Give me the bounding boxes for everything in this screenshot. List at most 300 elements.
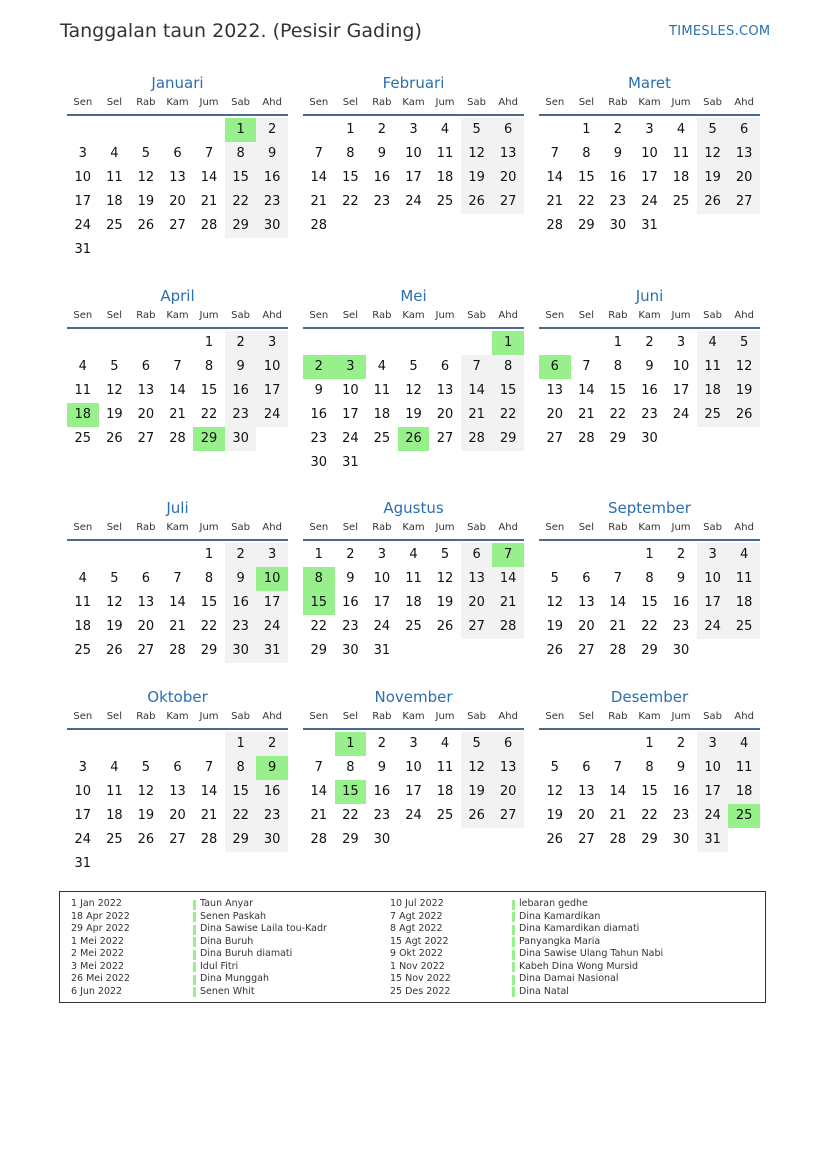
day-cell: 31 <box>74 242 92 257</box>
day-cell: 12 <box>546 595 564 610</box>
day-cell: 4 <box>377 359 387 374</box>
day-cell: 16 <box>609 170 627 185</box>
day-cell: 7 <box>173 571 182 586</box>
day-cell: 19 <box>405 407 422 422</box>
day-cell: 17 <box>74 194 92 209</box>
legend-date: 2 Mei 2022 <box>71 948 124 959</box>
day-cell: 10 <box>672 359 690 374</box>
day-cell: 2 <box>256 118 288 142</box>
day-cell: 1 <box>204 547 214 562</box>
day-cell: 6 <box>141 359 151 374</box>
day-cell: 27 <box>169 218 186 233</box>
day-cell: 8 <box>582 146 591 161</box>
month-6 <box>539 284 760 477</box>
day-cell: 6 <box>492 732 524 756</box>
day-cell: 3 <box>676 335 686 350</box>
day-cell: 6 <box>173 760 182 775</box>
day-cell: 30 <box>342 643 359 658</box>
weekday-label: Ahd <box>734 522 754 533</box>
day-cell: 22 <box>342 194 359 209</box>
day-cell: 14 <box>609 595 627 610</box>
day-cell: 7 <box>173 359 182 374</box>
day-cell: 11 <box>436 146 454 161</box>
day-cell: 30 <box>609 218 627 233</box>
weekday-label: Sab <box>467 711 486 722</box>
day-cell: 9 <box>225 567 257 591</box>
day-cell: 3 <box>697 732 729 756</box>
day-cell: 13 <box>169 170 186 185</box>
day-cell: 5 <box>141 760 151 775</box>
weekday-label: Sab <box>703 711 722 722</box>
day-cell: 23 <box>373 808 391 823</box>
day-cell: 2 <box>256 732 288 756</box>
day-cell: 23 <box>672 619 690 634</box>
day-cell: 29 <box>310 643 328 658</box>
day-cell: 14 <box>200 784 218 799</box>
day-cell: 8 <box>613 359 623 374</box>
day-cell: 8 <box>225 756 257 780</box>
legend-date: 10 Jul 2022 <box>390 898 444 909</box>
holiday-day-cell: 18 <box>67 403 99 427</box>
legend-date: 26 Mei 2022 <box>71 973 130 984</box>
day-cell: 10 <box>697 567 729 591</box>
day-cell: 22 <box>225 190 257 214</box>
month-11 <box>303 685 524 878</box>
day-cell: 15 <box>609 383 627 398</box>
legend-date: 9 Okt 2022 <box>390 948 443 959</box>
day-cell: 6 <box>582 760 591 775</box>
day-cell: 22 <box>578 194 595 209</box>
legend-date: 29 Apr 2022 <box>71 923 130 934</box>
legend-holiday-name: Dina Damai Nasional <box>519 973 619 984</box>
day-cell: 1 <box>314 547 323 562</box>
day-cell: 5 <box>440 547 450 562</box>
day-cell: 3 <box>697 543 729 567</box>
day-grid <box>67 543 288 689</box>
day-cell: 15 <box>492 379 524 403</box>
day-grid <box>303 118 524 264</box>
weekday-label: Ahd <box>262 97 282 108</box>
day-cell: 23 <box>256 190 288 214</box>
month-9 <box>539 496 760 689</box>
weekday-label: Sel <box>578 310 594 321</box>
day-cell: 8 <box>492 355 524 379</box>
day-cell: 4 <box>697 331 729 355</box>
day-cell: 24 <box>405 194 422 209</box>
day-cell: 10 <box>74 784 92 799</box>
day-cell: 13 <box>436 383 454 398</box>
day-cell: 19 <box>546 808 564 823</box>
day-cell: 24 <box>256 403 288 427</box>
weekday-label: Ahd <box>262 310 282 321</box>
day-cell: 28 <box>492 615 524 639</box>
brand-link[interactable]: TIMESLES.COM <box>669 24 771 39</box>
day-cell: 21 <box>609 619 627 634</box>
day-cell: 8 <box>346 760 355 775</box>
month-4 <box>67 284 288 477</box>
weekday-label: Rab <box>372 97 392 108</box>
legend-marker <box>193 987 196 997</box>
day-cell: 10 <box>405 146 422 161</box>
day-cell: 12 <box>436 571 454 586</box>
day-cell: 30 <box>225 427 257 451</box>
weekday-label: Sel <box>106 522 122 533</box>
weekday-label: Sab <box>231 522 250 533</box>
day-cell: 13 <box>169 784 186 799</box>
weekday-label: Rab <box>136 97 156 108</box>
weekday-label: Kam <box>638 522 661 533</box>
day-cell: 4 <box>676 122 686 137</box>
day-cell: 10 <box>256 355 288 379</box>
day-cell: 12 <box>461 142 493 166</box>
day-cell: 12 <box>728 355 760 379</box>
day-cell: 28 <box>169 431 186 446</box>
day-cell: 4 <box>440 736 450 751</box>
month-name: Januari <box>151 74 204 92</box>
day-cell: 12 <box>697 142 729 166</box>
day-cell: 22 <box>342 808 359 823</box>
day-cell: 26 <box>436 619 454 634</box>
day-cell: 15 <box>342 170 359 185</box>
day-cell: 2 <box>346 547 355 562</box>
weekday-label: Sen <box>309 97 329 108</box>
weekday-label: Kam <box>638 711 661 722</box>
month-2 <box>303 71 524 264</box>
day-cell: 25 <box>74 431 92 446</box>
day-cell: 14 <box>492 567 524 591</box>
day-cell: 16 <box>373 784 391 799</box>
day-cell: 14 <box>609 784 627 799</box>
holiday-day-cell: 15 <box>303 591 335 615</box>
weekday-label: Rab <box>608 522 628 533</box>
day-cell: 13 <box>137 595 155 610</box>
page-title: Tanggalan taun 2022. (Pesisir Gading) <box>60 20 422 42</box>
day-cell: 27 <box>137 431 155 446</box>
day-cell: 10 <box>342 383 359 398</box>
day-cell: 27 <box>492 804 524 828</box>
day-cell: 5 <box>409 359 418 374</box>
weekday-header <box>67 308 288 329</box>
day-cell: 15 <box>641 595 658 610</box>
weekday-label: Sen <box>73 97 93 108</box>
day-grid <box>303 732 524 878</box>
day-cell: 24 <box>342 431 359 446</box>
day-cell: 27 <box>137 643 155 658</box>
month-name: Agustus <box>383 499 444 517</box>
day-cell: 16 <box>256 166 288 190</box>
day-cell: 25 <box>373 431 391 446</box>
weekday-label: Kam <box>402 711 425 722</box>
weekday-label: Sel <box>578 711 594 722</box>
day-cell: 5 <box>141 146 151 161</box>
day-cell: 25 <box>436 808 454 823</box>
weekday-header <box>303 520 524 541</box>
day-cell: 27 <box>578 832 595 847</box>
weekday-label: Ahd <box>498 522 518 533</box>
day-cell: 28 <box>310 218 328 233</box>
day-cell: 12 <box>405 383 422 398</box>
day-cell: 21 <box>310 808 328 823</box>
day-cell: 2 <box>225 543 257 567</box>
day-cell: 20 <box>137 619 155 634</box>
day-cell: 31 <box>256 639 288 663</box>
day-cell: 20 <box>492 166 524 190</box>
day-cell: 31 <box>697 828 729 852</box>
day-cell: 22 <box>200 407 218 422</box>
day-cell: 18 <box>106 808 123 823</box>
day-cell: 14 <box>310 170 328 185</box>
day-cell: 4 <box>440 122 450 137</box>
weekday-label: Sab <box>467 522 486 533</box>
day-cell: 3 <box>78 760 87 775</box>
day-cell: 20 <box>461 591 493 615</box>
holiday-day-cell: 2 <box>303 355 335 379</box>
weekday-label: Jum <box>199 711 219 722</box>
weekday-label: Rab <box>608 97 628 108</box>
weekday-label: Jum <box>435 711 455 722</box>
legend-marker <box>512 925 515 935</box>
day-cell: 26 <box>137 218 155 233</box>
day-cell: 9 <box>314 383 323 398</box>
month-name: September <box>608 499 691 517</box>
day-cell: 25 <box>405 619 422 634</box>
day-cell: 1 <box>582 122 591 137</box>
day-cell: 3 <box>645 122 654 137</box>
day-cell: 20 <box>137 407 155 422</box>
weekday-label: Sel <box>342 711 358 722</box>
day-cell: 28 <box>461 427 493 451</box>
day-cell: 14 <box>461 379 493 403</box>
legend-marker <box>512 912 515 922</box>
weekday-header <box>539 709 760 730</box>
month-1 <box>67 71 288 264</box>
day-cell: 14 <box>578 383 595 398</box>
day-cell: 6 <box>461 543 493 567</box>
weekday-label: Sel <box>342 522 358 533</box>
day-cell: 20 <box>169 808 186 823</box>
day-cell: 25 <box>74 643 92 658</box>
day-cell: 4 <box>78 571 87 586</box>
day-cell: 20 <box>436 407 454 422</box>
day-cell: 14 <box>169 595 186 610</box>
month-3 <box>539 71 760 264</box>
month-name: Juli <box>166 499 189 517</box>
day-cell: 28 <box>609 643 627 658</box>
weekday-label: Jum <box>671 97 691 108</box>
day-cell: 25 <box>106 218 123 233</box>
day-cell: 14 <box>200 170 218 185</box>
day-cell: 18 <box>405 595 422 610</box>
day-cell: 10 <box>697 756 729 780</box>
day-cell: 12 <box>137 170 155 185</box>
day-cell: 25 <box>672 194 690 209</box>
day-cell: 19 <box>106 407 123 422</box>
day-cell: 5 <box>461 732 493 756</box>
weekday-label: Sen <box>545 310 565 321</box>
day-cell: 21 <box>200 808 218 823</box>
weekday-label: Sab <box>231 711 250 722</box>
day-cell: 17 <box>641 170 658 185</box>
day-cell: 24 <box>373 619 391 634</box>
weekday-label: Jum <box>435 97 455 108</box>
day-cell: 13 <box>578 784 595 799</box>
weekday-label: Sab <box>467 310 486 321</box>
day-cell: 18 <box>436 784 454 799</box>
weekday-label: Sab <box>231 310 250 321</box>
weekday-label: Jum <box>199 97 219 108</box>
legend-marker <box>193 950 196 960</box>
weekday-label: Rab <box>608 711 628 722</box>
day-cell: 16 <box>225 379 257 403</box>
day-cell: 20 <box>578 808 595 823</box>
day-cell: 20 <box>578 619 595 634</box>
day-cell: 9 <box>676 571 686 586</box>
legend-marker <box>512 937 515 947</box>
holiday-day-cell: 10 <box>256 567 288 591</box>
day-cell: 18 <box>106 194 123 209</box>
day-cell: 27 <box>436 431 454 446</box>
weekday-label: Sab <box>703 310 722 321</box>
weekday-label: Rab <box>136 711 156 722</box>
day-cell: 26 <box>697 190 729 214</box>
weekday-label: Sel <box>342 310 358 321</box>
day-cell: 31 <box>342 455 359 470</box>
day-cell: 2 <box>613 122 623 137</box>
day-cell: 14 <box>310 784 328 799</box>
month-7 <box>67 496 288 689</box>
day-cell: 23 <box>373 194 391 209</box>
legend-date: 25 Des 2022 <box>390 985 451 997</box>
day-cell: 13 <box>492 756 524 780</box>
day-cell: 1 <box>204 335 214 350</box>
day-cell: 21 <box>492 591 524 615</box>
holiday-day-cell: 8 <box>303 567 335 591</box>
day-cell: 14 <box>546 170 564 185</box>
day-cell: 16 <box>641 383 658 398</box>
day-cell: 8 <box>204 359 214 374</box>
day-cell: 9 <box>676 760 686 775</box>
weekday-label: Sel <box>342 97 358 108</box>
day-cell: 7 <box>204 760 214 775</box>
day-cell: 17 <box>74 808 92 823</box>
weekday-label: Jum <box>671 711 691 722</box>
weekday-label: Sen <box>309 310 329 321</box>
day-cell: 24 <box>672 407 690 422</box>
weekday-label: Ahd <box>498 310 518 321</box>
day-cell: 4 <box>728 543 760 567</box>
day-cell: 7 <box>314 760 323 775</box>
day-cell: 20 <box>728 166 760 190</box>
month-name: November <box>374 688 453 706</box>
legend-holiday-name: Dina Kamardikan diamati <box>519 923 640 934</box>
month-name: Juni <box>635 287 664 305</box>
day-cell: 11 <box>74 383 92 398</box>
legend-marker <box>193 975 196 985</box>
day-grid <box>67 118 288 264</box>
day-cell: 9 <box>346 571 355 586</box>
day-cell: 2 <box>377 122 387 137</box>
legend-marker <box>193 900 196 910</box>
day-cell: 4 <box>728 732 760 756</box>
month-name: Februari <box>382 74 445 92</box>
day-cell: 29 <box>342 832 359 847</box>
day-cell: 7 <box>204 146 214 161</box>
day-cell: 17 <box>697 591 729 615</box>
day-cell: 1 <box>645 736 654 751</box>
day-cell: 17 <box>373 595 391 610</box>
day-cell: 6 <box>141 571 151 586</box>
day-cell: 29 <box>225 828 257 852</box>
day-cell: 30 <box>256 214 288 238</box>
day-cell: 12 <box>461 756 493 780</box>
day-cell: 7 <box>314 146 323 161</box>
day-cell: 29 <box>492 427 524 451</box>
day-cell: 10 <box>405 760 422 775</box>
day-cell: 19 <box>546 619 564 634</box>
weekday-label: Sen <box>309 711 329 722</box>
legend-marker <box>512 975 515 985</box>
day-cell: 21 <box>461 403 493 427</box>
day-cell: 23 <box>310 431 328 446</box>
day-cell: 13 <box>461 567 493 591</box>
day-cell: 5 <box>461 118 493 142</box>
legend-date: 18 Apr 2022 <box>71 910 130 922</box>
weekday-label: Rab <box>608 310 628 321</box>
month-name: Maret <box>627 74 672 92</box>
day-cell: 25 <box>436 194 454 209</box>
day-cell: 16 <box>672 784 690 799</box>
day-grid <box>539 331 760 477</box>
legend-marker <box>193 937 196 947</box>
holiday-day-cell: 6 <box>539 355 571 379</box>
holiday-day-cell: 7 <box>492 543 524 567</box>
day-cell: 7 <box>461 355 493 379</box>
holiday-day-cell: 15 <box>335 780 367 804</box>
day-grid <box>67 732 288 878</box>
weekday-label: Kam <box>402 522 425 533</box>
weekday-label: Jum <box>199 310 219 321</box>
weekday-label: Rab <box>136 310 156 321</box>
day-cell: 23 <box>672 808 690 823</box>
day-cell: 28 <box>546 218 564 233</box>
weekday-label: Ahd <box>498 97 518 108</box>
day-cell: 9 <box>377 146 387 161</box>
weekday-label: Ahd <box>262 711 282 722</box>
day-cell: 5 <box>110 359 119 374</box>
holiday-day-cell: 3 <box>335 355 367 379</box>
weekday-header <box>303 709 524 730</box>
month-name: April <box>160 287 195 305</box>
legend-date: 3 Mei 2022 <box>71 960 124 972</box>
month-name: Oktober <box>147 688 208 706</box>
day-cell: 11 <box>106 784 123 799</box>
day-cell: 24 <box>697 615 729 639</box>
legend-holiday-name: Senen Paskah <box>200 910 267 922</box>
legend-marker <box>512 987 515 997</box>
legend-date: 7 Agt 2022 <box>390 910 443 922</box>
day-cell: 26 <box>461 804 493 828</box>
day-cell: 24 <box>641 194 658 209</box>
day-cell: 15 <box>641 784 658 799</box>
day-cell: 13 <box>578 595 595 610</box>
day-cell: 1 <box>645 547 654 562</box>
weekday-label: Sel <box>578 97 594 108</box>
weekday-label: Kam <box>166 711 189 722</box>
day-cell: 16 <box>256 780 288 804</box>
holiday-day-cell: 1 <box>225 118 257 142</box>
day-grid <box>67 331 288 477</box>
holiday-day-cell: 9 <box>256 756 288 780</box>
